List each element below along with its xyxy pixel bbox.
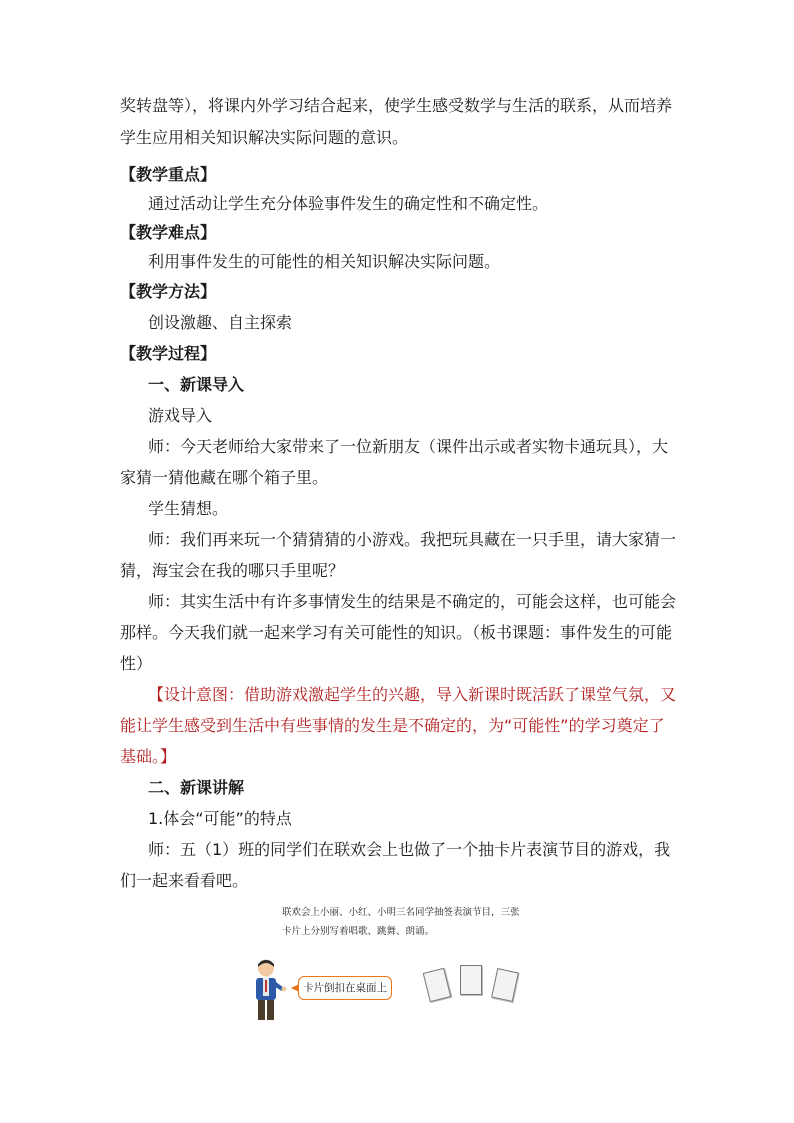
- design-note-line-2: 能让学生感受到生活中有些事情的发生是不确定的，为“可能性”的学习奠定了: [120, 716, 665, 735]
- method-heading: 【教学方法】: [120, 282, 217, 301]
- process-heading: 【教学过程】: [120, 344, 217, 363]
- intro-line-1: 奖转盘等），将课内外学习结合起来，使学生感受数学与生活的联系，从而培养: [120, 96, 673, 115]
- paragraph-3-line-2: 猜，海宝会在我的哪只手里呢？: [120, 561, 345, 580]
- illustration-caption-line-2: 卡片上分别写着唱歌、跳舞、朗诵。: [282, 926, 435, 937]
- paragraph-5-line-2: 们一起来看看吧。: [120, 871, 249, 890]
- method-text: 创设激趣、自主探索: [148, 313, 293, 332]
- focus-heading: 【教学重点】: [120, 165, 217, 184]
- face-down-card-1: [423, 968, 452, 1002]
- focus-text: 通过活动让学生充分体验事件发生的确定性和不确定性。: [148, 194, 549, 213]
- design-note-line-1: 【设计意图：借助游戏激起学生的兴趣，导入新课时既活跃了课堂气氛，又: [148, 685, 677, 704]
- paragraph-4-line-3: 性）: [120, 654, 153, 673]
- section-title-2: 二、新课讲解: [148, 778, 245, 797]
- section-title-1: 一、新课导入: [148, 375, 245, 394]
- illustration-caption-line-1: 联欢会上小丽、小红、小明三名同学抽签表演节目，三张: [282, 907, 520, 918]
- paragraph-game-intro: 游戏导入: [148, 406, 213, 425]
- paragraph-1-line-1: 师：今天老师给大家带来了一位新朋友（课件出示或者实物卡通玩具），大: [148, 437, 669, 456]
- paragraph-3-line-1: 师：我们再来玩一个猜猜猜的小游戏。我把玩具藏在一只手里，请大家猜一: [148, 530, 677, 549]
- design-note-line-3: 基础。】: [120, 747, 177, 766]
- paragraph-5-line-1: 师：五（1）班的同学们在联欢会上也做了一个抽卡片表演节目的游戏，我: [148, 840, 671, 859]
- subsection-title-1: 1.体会“可能”的特点: [148, 809, 292, 828]
- speech-bubble: 卡片倒扣在桌面上: [298, 976, 392, 1000]
- face-down-card-2: [460, 965, 482, 995]
- teacher-figure-icon: [248, 958, 288, 1022]
- paragraph-4-line-1: 师：其实生活中有许多事情发生的结果是不确定的，可能会这样，也可能会: [148, 592, 677, 611]
- face-down-card-3: [491, 968, 519, 1002]
- difficulty-heading: 【教学难点】: [120, 223, 217, 242]
- paragraph-1-line-2: 家猜一猜他藏在哪个箱子里。: [120, 468, 329, 487]
- difficulty-text: 利用事件发生的可能性的相关知识解决实际问题。: [148, 252, 501, 271]
- paragraph-2: 学生猜想。: [148, 499, 229, 518]
- paragraph-4-line-2: 那样。今天我们就一起来学习有关可能性的知识。（板书课题：事件发生的可能: [120, 623, 673, 642]
- intro-line-2: 学生应用相关知识解决实际问题的意识。: [120, 128, 409, 147]
